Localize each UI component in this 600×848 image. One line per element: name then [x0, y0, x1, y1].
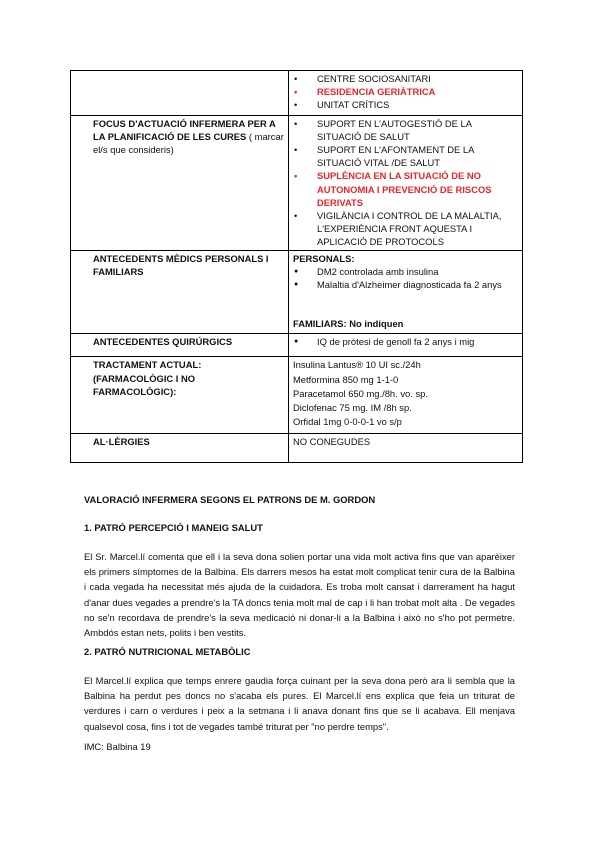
personal-heading: PERSONALS:: [293, 252, 355, 264]
focus-label-cell: [71, 115, 289, 250]
treatment-line: Paracetamol 650 mg./8h. vo. sp.: [293, 387, 428, 399]
table-row: [71, 434, 523, 463]
surgical-history-cell: [289, 334, 523, 357]
surgical-history-label: ANTECEDENTES QUIRÚRGICS: [71, 334, 289, 357]
list-item-highlighted: • RESIDENCIA GERIÀTRICA: [293, 85, 516, 98]
allergies-value: NO CONEGUDES: [289, 434, 523, 463]
family-heading: FAMILIARS: No indiquen: [293, 318, 404, 330]
list-item-highlighted: • SUPLÈNCIA EN LA SITUACIÓ DE NO AUTONOMIA I PREVENCIÓ DE RISCOS DERIVATS: [293, 169, 516, 209]
treatment-line: Insulina Lantus® 10 UI sc./24h: [293, 359, 421, 371]
medical-history-label: ANTECEDENTS MÈDICS PERSONALS I FAMILIARS: [71, 250, 289, 334]
treatment-line: Metformina 850 mg 1-1-0: [293, 373, 399, 385]
table-cell-empty: [71, 71, 289, 116]
table-row: [71, 71, 523, 116]
treatment-line: Diclofenac 75 mg. IM /8h sp.: [293, 402, 412, 414]
treatment-label: TRACTAMENT ACTUAL: (FARMACOLÒGIC I NO FARMACOLÒGIC):: [71, 357, 289, 434]
table-row: [71, 334, 523, 357]
table-row: [71, 357, 523, 434]
list-item: ● Malaltia d'Alzheimer diagnosticada fa 2 anys: [293, 278, 516, 291]
list-item: • VIGILÀNCIA I CONTROL DE LA MALALTIA, L'EXPERIÈNCIA FRONT AQUESTA I APLICACIÓ DE PROTOCOLS: [293, 209, 516, 249]
pattern1-paragraph: El Sr. Marcel.lí comenta que ell i la seva dona solien portar una vida molt activa fins que van aparèixer els primers símptomes de la Balbina. Els darrers mesos ha estat molt complicat tenir cura de la Balbina i cada vegada ha necessitat més ajuda de la cuidadora. Es troba molt cansat i darrerament ha hagut d'anar dues vegades a prendre's la TA doncs tenia molt mal de cap i li han trobat molt alta . De vegades no se'n recordava de prendre's la seva medicació ni donar-li a la Balbina i això no s'ho pot permetre. Ambdós estan nets, polits i ben vestits.: [84, 551, 515, 639]
treatment-cell: [289, 357, 523, 434]
allergies-label: AL·LÈRGIES: [71, 434, 289, 463]
pattern2-heading: 2. PATRÓ NUTRICIONAL METABÒLIC: [84, 646, 251, 657]
care-setting-cell: [289, 71, 523, 116]
pattern2-paragraph: El Marcel.lí explica que temps enrere gaudia força cuinant per la seva dona però ara li sembla que la Balbina ha perdut pes doncs no s'acaba els pures. El Marcel.lí ens explica que feia un triturat de verdures i carn o verdures i peix a la setmana i li anava donant fins que se li acabava. Ell menjava qualsevol cosa, fins i tot de vegades també triturat per "no perdre temps".: [84, 675, 515, 732]
medical-history-cell: [289, 250, 523, 334]
list-item: ● IQ de pròtesi de genoll fa 2 anys i mig: [293, 335, 516, 348]
section-title: VALORACIÓ INFERMERA SEGONS EL PATRONS DE M. GORDON: [84, 494, 376, 505]
list-item: • SUPORT EN L'AUTOGESTIÓ DE LA SITUACIÓ DE SALUT: [293, 117, 516, 143]
pattern1-heading: 1. PATRÓ PERCEPCIÓ I MANEIG SALUT: [84, 522, 263, 533]
table-row: [71, 250, 523, 334]
imc-line: IMC: Balbina 19: [84, 741, 151, 752]
list-item: • UNITAT CRÍTICS: [293, 98, 516, 111]
list-item: ● DM2 controlada amb insulina: [293, 265, 516, 278]
list-item: • SUPORT EN L'AFONTAMENT DE LA SITUACIÓ VITAL /DE SALUT: [293, 143, 516, 169]
focus-label-note: ( marcar el/s que consideris): [93, 130, 284, 156]
patient-data-table: [70, 70, 523, 463]
focus-values-cell: [289, 115, 523, 250]
list-item: • CENTRE SOCIOSANITARI: [293, 72, 516, 85]
focus-label: FOCUS D'ACTUACIÓ INFERMERA PER A LA PLANIFICACIÓ DE LES CURES: [93, 117, 276, 142]
table-row: [71, 115, 523, 250]
treatment-line: Orfidal 1mg 0-0-0-1 vo s/p: [293, 416, 402, 428]
